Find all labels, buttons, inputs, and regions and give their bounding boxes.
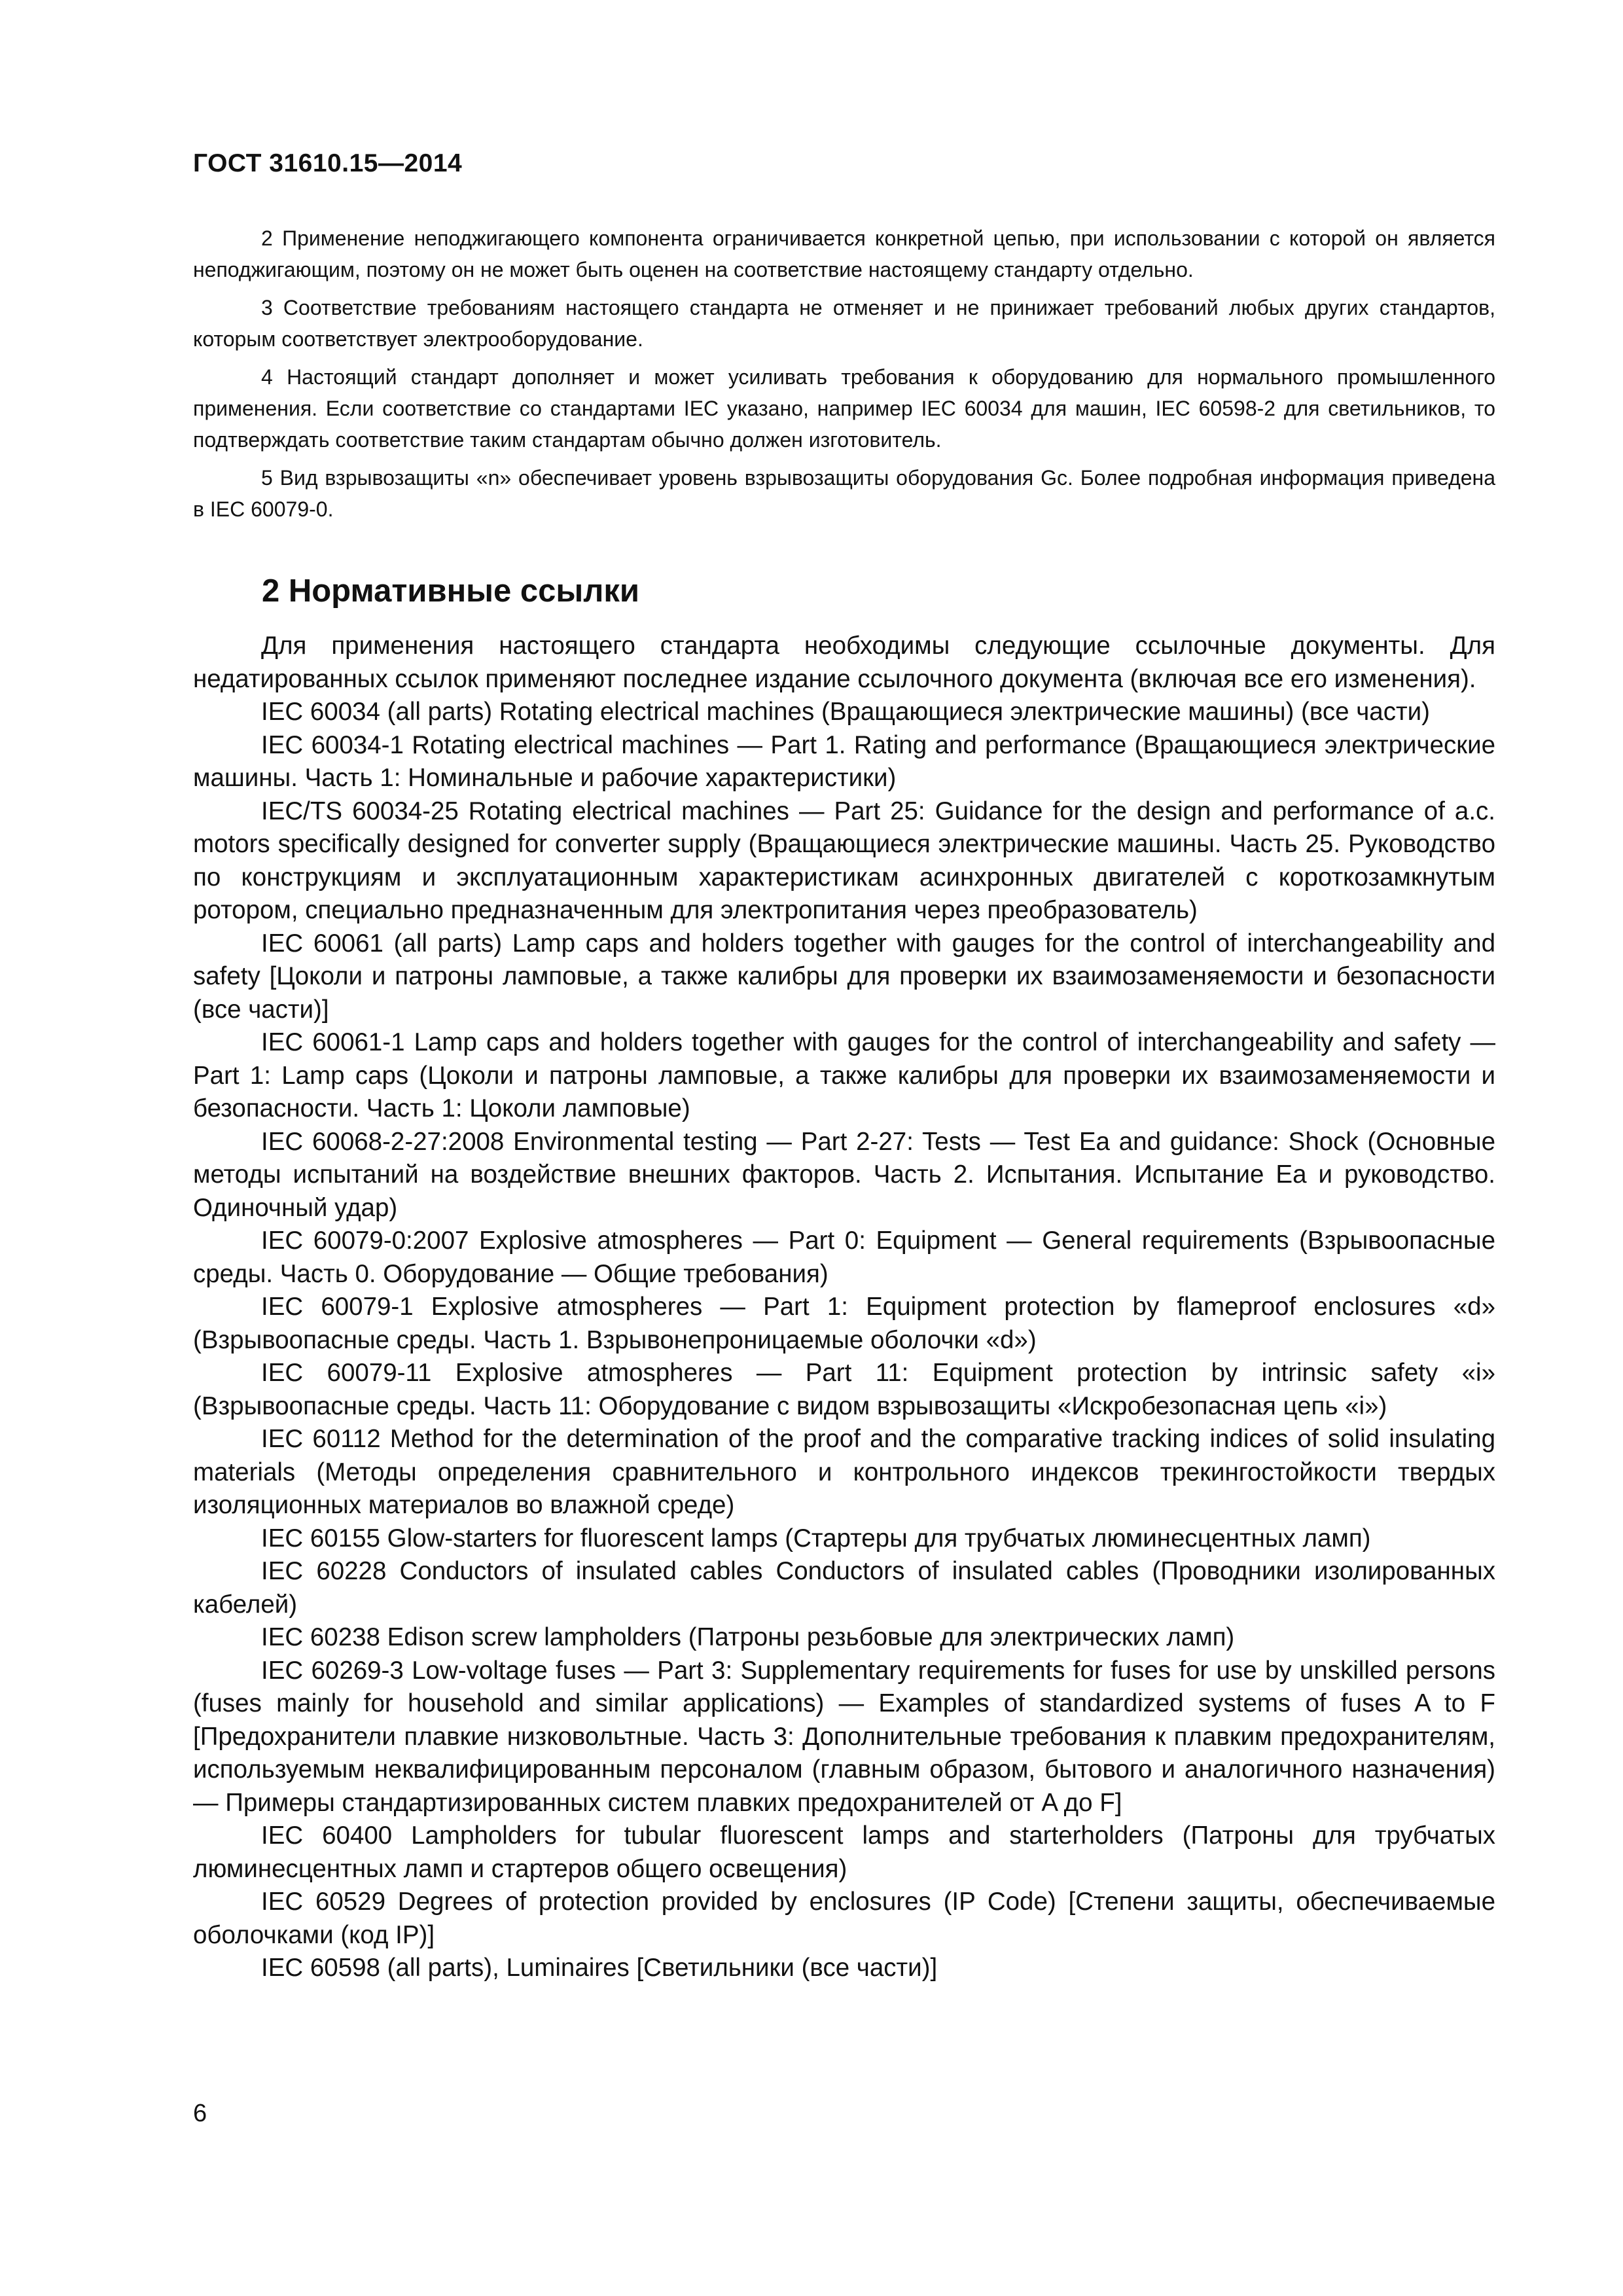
reference-item: IEC 60238 Edison screw lampholders (Патроны резьбовые для электрических ламп)	[261, 1623, 1235, 1651]
reference-item: IEC 60034 (all parts) Rotating electrical machines (Вращающиеся электрические машины) (все части)	[261, 698, 1430, 726]
section-title: 2 Нормативные ссылки	[262, 573, 639, 609]
reference-item: IEC 60061 (all parts) Lamp caps and holders together with gauges for the control of interchangeability and safety [Цоколи и патроны ламповые, а также калибры для проверки их взаимозаменяемости и безопасности (все части)]	[193, 929, 1495, 1024]
note-3: 3 Соответствие требованиям настоящего стандарта не отменяет и не принижает требований любых других стандартов, которым соответствует электрооборудование.	[193, 296, 1495, 351]
reference-item: IEC 60112 Method for the determination of the proof and the comparative tracking indices of solid insulating materials (Методы определения сравнительного и контрольного индексов трекингостойкости твердых изоляционных материалов во влажной среде)	[193, 1425, 1495, 1519]
reference-item: IEC 60228 Conductors of insulated cables Conductors of insulated cables (Проводники изолированных кабелей)	[193, 1557, 1495, 1619]
reference-item: IEC 60061-1 Lamp caps and holders together with gauges for the control of interchangeability and safety — Part 1: Lamp caps (Цоколи и патроны ламповые, а также калибры для проверки их взаимозаменяемости и безопасности. Часть 1: Цоколи ламповые)	[193, 1028, 1495, 1122]
page-number: 6	[193, 2100, 207, 2127]
note-4: 4 Настоящий стандарт дополняет и может усиливать требования к оборудованию для нормального промышленного применения. Если соответствие со стандартами IEC указано, например IEC 60034 для машин, IEC 60598-2 для светильников, то подтверждать соответствие таким стандартам обычно должен изготовитель.	[193, 365, 1495, 452]
reference-item: IEC 60034-1 Rotating electrical machines — Part 1. Rating and performance (Вращающиеся электрические машины. Часть 1: Номинальные и рабочие характеристики)	[193, 730, 1495, 792]
reference-item: IEC/TS 60034-25 Rotating electrical machines — Part 25: Guidance for the design and performance of a.c. motors specifically designed for converter supply (Вращающиеся электрические машины. Часть 25. Руководство по конструкциям и эксплуатационным характеристикам асинхронных двигателей с короткозамкнутым ротором, специально предназначенным для электропитания через преобразователь)	[193, 797, 1495, 924]
standard-designation: ГОСТ 31610.15—2014	[193, 149, 463, 177]
reference-item: IEC 60079-0:2007 Explosive atmospheres — Part 0: Equipment — General requirements (Взрывоопасные среды. Часть 0. Оборудование — Общие требования)	[193, 1227, 1495, 1288]
reference-item: IEC 60529 Degrees of protection provided by enclosures (IP Code) [Степени защиты, обеспечиваемые оболочками (код IP)]	[193, 1888, 1495, 1949]
note-2: 2 Применение неподжигающего компонента ограничивается конкретной цепью, при использовании с которой он является неподжигающим, поэтому он не может быть оценен на соответствие настоящему стандарту отдельно.	[193, 226, 1495, 281]
references-intro: Для применения настоящего стандарта необходимы следующие ссылочные документы. Для недатированных ссылок применяют последнее издание ссылочного документа (включая все его изменения).	[193, 632, 1495, 693]
reference-item: IEC 60269-3 Low-voltage fuses — Part 3: Supplementary requirements for fuses for use by unskilled persons (fuses mainly for household and similar applications) — Examples of standardized systems of fuses A to F [Предохранители плавкие низковольтные. Часть 3: Дополнительные требования к плавким предохранителям, используемым неквалифицированным персоналом (главным образом, бытового и аналогичного назначения) — Примеры стандартизированных систем плавких предохранителей от A до F]	[193, 1656, 1495, 1817]
reference-item: IEC 60079-11 Explosive atmospheres — Part 11: Equipment protection by intrinsic safety «i» (Взрывоопасные среды. Часть 11: Оборудование с видом взрывозащиты «Искробезопасная цепь «i»)	[193, 1359, 1495, 1420]
notes-block	[193, 223, 1495, 531]
reference-item: IEC 60079-1 Explosive atmospheres — Part 1: Equipment protection by flameproof enclosures «d» (Взрывоопасные среды. Часть 1. Взрывонепроницаемые оболочки «d»)	[193, 1293, 1495, 1354]
reference-item: IEC 60068-2-27:2008 Environmental testing — Part 2-27: Tests — Test Ea and guidance: Shock (Основные методы испытаний на воздействие внешних факторов. Часть 2. Испытания. Испытание Ea и руководство. Одиночный удар)	[193, 1127, 1495, 1222]
reference-item: IEC 60400 Lampholders for tubular fluorescent lamps and starterholders (Патроны для трубчатых люминесцентных ламп и стартеров общего освещения)	[193, 1821, 1495, 1883]
note-5: 5 Вид взрывозащиты «n» обеспечивает уровень взрывозащиты оборудования Gc. Более подробная информация приведена в IEC 60079-0.	[193, 466, 1495, 521]
normative-references	[193, 630, 1495, 1985]
reference-item: IEC 60155 Glow-starters for fluorescent lamps (Стартеры для трубчатых люминесцентных ламп)	[261, 1524, 1371, 1552]
reference-item: IEC 60598 (all parts), Luminaires [Светильники (все части)]	[261, 1954, 938, 1982]
